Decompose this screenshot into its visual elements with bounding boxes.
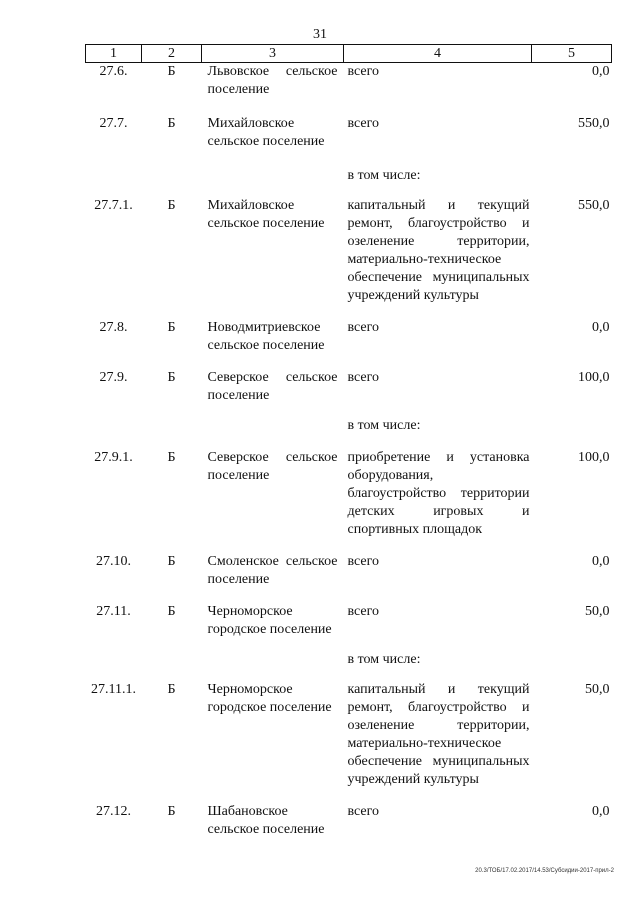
settlement-name: Михайловское сельское поселение <box>207 198 325 231</box>
settlement-name: Львовское сельское поселение <box>207 64 338 97</box>
row-number: 27.9. <box>99 370 128 385</box>
row-number: 27.10. <box>96 554 131 569</box>
amount-value: 50,0 <box>585 682 610 697</box>
row-number: 27.9.1. <box>94 450 133 465</box>
settlement-name: Северское сельское поселение <box>207 450 338 483</box>
budget-type: Б <box>167 804 176 819</box>
purpose-text: всего <box>347 604 380 619</box>
purpose-text: всего <box>347 804 380 819</box>
row-number <box>86 417 142 449</box>
header-cell-2: 2 <box>142 45 202 63</box>
budget-type: Б <box>167 370 176 385</box>
table-row <box>86 63 612 116</box>
purpose-text: всего <box>347 116 380 131</box>
table-row <box>86 167 612 197</box>
settlement-name: Черноморское городское поселение <box>207 604 332 637</box>
amount-value <box>532 651 612 681</box>
budget-type: Б <box>167 64 176 79</box>
purpose-text: всего <box>347 320 380 335</box>
purpose-text: в том числе: <box>347 418 421 433</box>
budget-type: Б <box>167 682 176 697</box>
subsidy-table <box>85 44 612 839</box>
purpose-text: капитальный и текущий ремонт, благоустройство и озеленение территории, материально-техническое обеспечение муниципальных учреждений культуры <box>347 682 530 787</box>
settlement-name: Черноморское городское поселение <box>207 682 332 715</box>
table-header <box>86 45 612 63</box>
row-number: 27.7.1. <box>94 198 133 213</box>
page-number: 31 <box>313 27 327 42</box>
row-number: 27.11.1. <box>91 682 136 697</box>
purpose-text: в том числе: <box>347 652 421 667</box>
table-row <box>86 603 612 651</box>
table-row <box>86 651 612 681</box>
budget-type: Б <box>167 554 176 569</box>
purpose-text: капитальный и текущий ремонт, благоустройство и озеленение территории, материально-техническое обеспечение муниципальных учреждений культуры <box>347 198 530 303</box>
row-number: 27.12. <box>96 804 131 819</box>
amount-value: 100,0 <box>578 450 610 465</box>
budget-type: Б <box>167 198 176 213</box>
budget-type: Б <box>167 450 176 465</box>
purpose-text: всего <box>347 64 380 79</box>
header-cell-5: 5 <box>532 45 612 63</box>
settlement-name: Михайловское сельское поселение <box>207 116 325 149</box>
budget-type <box>142 417 202 449</box>
budget-type: Б <box>167 116 176 131</box>
purpose-text: всего <box>347 554 380 569</box>
amount-value: 0,0 <box>592 320 610 335</box>
settlement-name: Смоленское сельское поселение <box>207 554 338 587</box>
header-cell-1: 1 <box>86 45 142 63</box>
amount-value: 0,0 <box>592 554 610 569</box>
amount-value: 550,0 <box>578 116 610 131</box>
purpose-text: всего <box>347 370 380 385</box>
table-row <box>86 681 612 803</box>
amount-value: 550,0 <box>578 198 610 213</box>
row-number: 27.11. <box>96 604 131 619</box>
table-row <box>86 115 612 167</box>
amount-value: 50,0 <box>585 604 610 619</box>
budget-type <box>142 167 202 197</box>
amount-value: 0,0 <box>592 64 610 79</box>
table-row <box>86 417 612 449</box>
settlement-name: Северское сельское поселение <box>207 370 338 403</box>
table-row <box>86 319 612 369</box>
settlement-name <box>202 417 344 449</box>
header-cell-3: 3 <box>202 45 344 63</box>
amount-value: 0,0 <box>592 804 610 819</box>
amount-value <box>532 167 612 197</box>
row-number: 27.6. <box>99 64 128 79</box>
amount-value <box>532 417 612 449</box>
row-number <box>86 651 142 681</box>
amount-value: 100,0 <box>578 370 610 385</box>
table-row <box>86 553 612 603</box>
settlement-name: Шабановское сельское поселение <box>207 804 325 837</box>
row-number <box>86 167 142 197</box>
row-number: 27.8. <box>99 320 128 335</box>
table-row <box>86 803 612 839</box>
settlement-name <box>202 651 344 681</box>
budget-type: Б <box>167 604 176 619</box>
table-row <box>86 197 612 319</box>
settlement-name: Новодмитриевское сельское поселение <box>207 320 325 353</box>
row-number: 27.7. <box>99 116 128 131</box>
budget-type: Б <box>167 320 176 335</box>
header-cell-4: 4 <box>344 45 532 63</box>
settlement-name <box>202 167 344 197</box>
budget-type <box>142 651 202 681</box>
purpose-text: в том числе: <box>347 168 421 183</box>
table-body <box>86 63 612 840</box>
purpose-text: приобретение и установка оборудования, благоустройство территории детских игровых и спортивных площадок <box>347 450 530 537</box>
table-row <box>86 449 612 553</box>
table-row <box>86 369 612 417</box>
document-footer-code: 20.3/ТОБ/17.02.2017/14.53/Субсидии-2017-прил-2 <box>475 868 614 874</box>
